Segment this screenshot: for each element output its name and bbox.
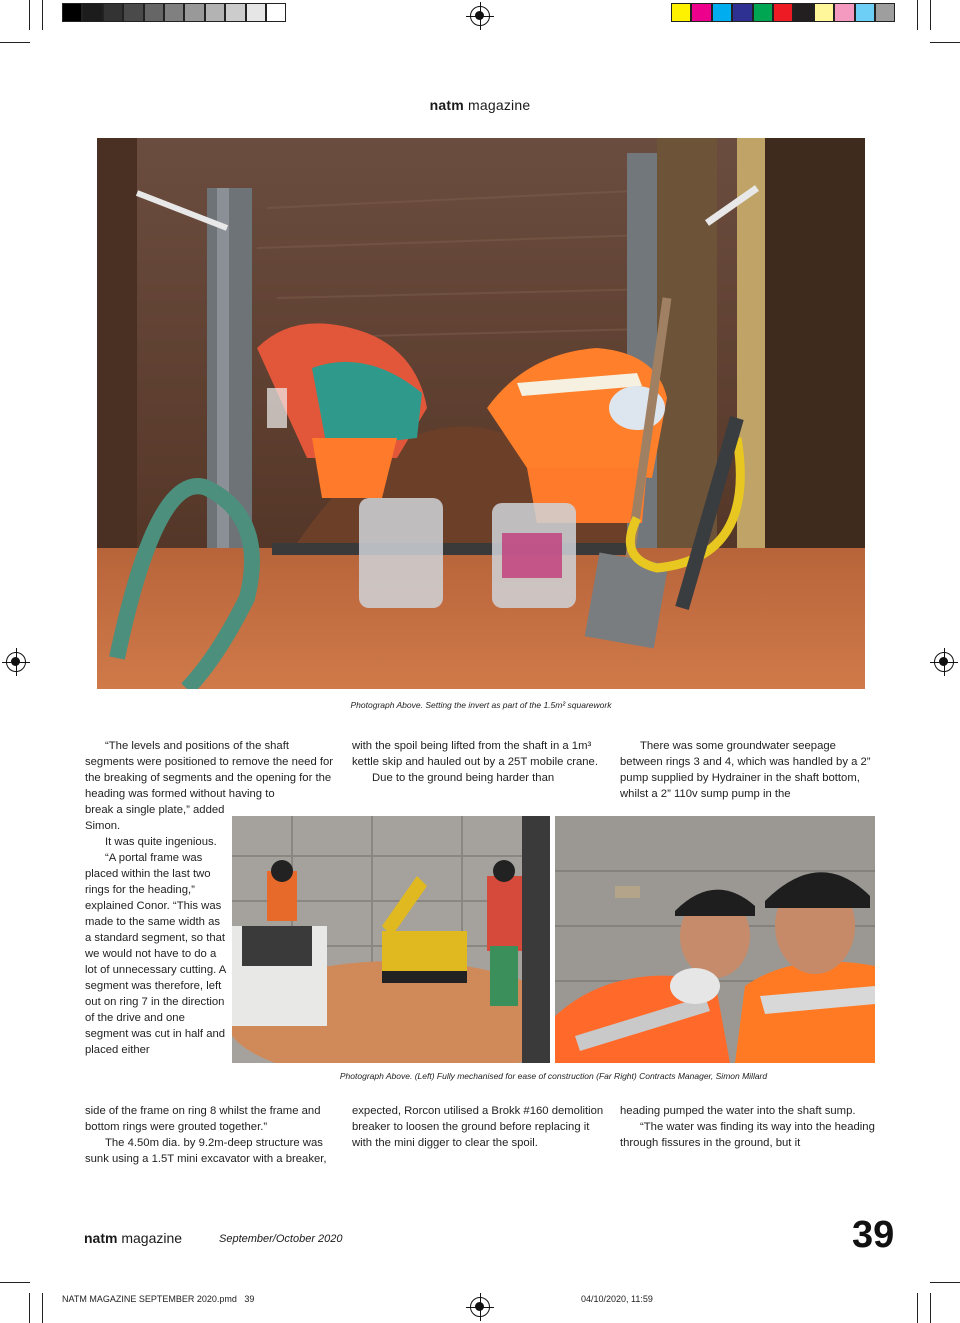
slug-filename: NATM MAGAZINE SEPTEMBER 2020.pmd 39 (62, 1294, 255, 1304)
body-paragraph: “The levels and positions of the shaft segments were positioned to remove the need for the breaking of segments and the opening for the heading was formed without having to (85, 740, 334, 800)
process-swatch (793, 3, 813, 22)
process-swatch (712, 3, 732, 22)
slug-timestamp: 04/10/2020, 11:59 (581, 1294, 653, 1304)
body-paragraph: heading pumped the water into the shaft sump. (620, 1105, 856, 1117)
body-paragraph: There was some groundwater seepage between rings 3 and 4, which was handled by a 2” pump supplied by Hydrainer in the shaft bottom, whilst a 2” 110v sump pump in the (620, 740, 871, 800)
brand-rest: magazine (463, 97, 531, 113)
grayscale-swatch (82, 3, 102, 22)
crop-mark (42, 0, 43, 30)
body-paragraph: side of the frame on ring 8 whilst the frame and bottom rings were grouted together.” (85, 1105, 321, 1133)
grayscale-swatch (123, 3, 143, 22)
grayscale-swatch (103, 3, 123, 22)
crop-mark (29, 0, 30, 30)
process-swatch (814, 3, 834, 22)
registration-mark-icon (934, 652, 954, 672)
crop-mark (42, 1293, 43, 1323)
grayscale-swatch (266, 3, 286, 22)
process-swatch (753, 3, 773, 22)
managers-illustration (555, 816, 875, 1063)
mid-photos-caption: Photograph Above. (Left) Fully mechanised for ease of construction (Far Right) Contracts Manager, Simon Millard (339, 1071, 768, 1081)
column-1-top (85, 738, 335, 802)
process-swatch (773, 3, 793, 22)
footer-brand (84, 1230, 182, 1246)
column-3-top (620, 738, 876, 802)
body-paragraph: with the spoil being lifted from the shaft in a 1m³ kettle skip and hauled out by a 25T mobile crane. (352, 740, 598, 768)
crop-mark (0, 42, 30, 43)
grayscale-swatch (225, 3, 245, 22)
column-1-narrow (85, 802, 227, 1058)
grayscale-swatch (144, 3, 164, 22)
crop-mark (930, 42, 960, 43)
crop-mark (930, 1282, 960, 1283)
column-1-bottom (85, 1103, 347, 1167)
column-2-bottom (352, 1103, 610, 1151)
grayscale-swatch (246, 3, 266, 22)
crop-mark (930, 1293, 931, 1323)
grayscale-swatch (62, 3, 82, 22)
body-paragraph: Due to the ground being harder than (372, 772, 555, 784)
crop-mark (930, 0, 931, 30)
body-paragraph: break a single plate,” added Simon. (85, 804, 225, 832)
body-paragraph: “The water was finding its way into the heading through fissures in the ground, but it (620, 1121, 875, 1149)
registration-mark-icon (470, 1297, 490, 1317)
top-photograph (97, 138, 865, 689)
issue-date: September/October 2020 (219, 1233, 343, 1245)
running-header (0, 97, 960, 113)
registration-mark-icon (470, 6, 490, 26)
footer-brand-bold: natm (84, 1230, 118, 1246)
contracts-manager-photograph (555, 816, 875, 1063)
top-photo-caption: Photograph Above. Setting the invert as part of the 1.5m² squarework (350, 700, 612, 710)
body-paragraph: “A portal frame was placed within the last two rings for the heading,” explained Conor. “This was made to the same width as a standard segment, so that we would not have to do a lot of unnecessary cutting. A segment was therefore, left out on ring 7 in the direction of the drive and one segment was cut in half and placed either (85, 852, 226, 1056)
process-swatch (834, 3, 854, 22)
process-swatch (732, 3, 752, 22)
crop-mark (29, 1293, 30, 1323)
grayscale-swatch (184, 3, 204, 22)
brand-bold: natm (429, 97, 464, 113)
body-paragraph: expected, Rorcon utilised a Brokk #160 demolition breaker to loosen the ground before replacing it with the mini digger to clear the spoil. (352, 1105, 604, 1149)
shaft-machinery-photograph (232, 816, 550, 1063)
grayscale-swatch (205, 3, 225, 22)
tunnel-workers-illustration (97, 138, 865, 689)
registration-mark-icon (6, 652, 26, 672)
body-paragraph: The 4.50m dia. by 9.2m-deep structure was sunk using a 1.5T mini excavator with a breaker, (85, 1137, 327, 1165)
body-paragraph: It was quite ingenious. (105, 836, 217, 848)
crop-mark (0, 1282, 30, 1283)
process-swatch (855, 3, 875, 22)
process-swatch (691, 3, 711, 22)
crop-mark (917, 1293, 918, 1323)
shaft-machinery-illustration (232, 816, 550, 1063)
crop-mark (917, 0, 918, 30)
process-swatch (671, 3, 691, 22)
grayscale-swatch (164, 3, 184, 22)
page-number: 39 (852, 1214, 895, 1256)
column-2-top (352, 738, 607, 786)
footer-brand-rest: magazine (117, 1230, 183, 1246)
column-3-bottom (620, 1103, 876, 1151)
process-swatch (875, 3, 895, 22)
